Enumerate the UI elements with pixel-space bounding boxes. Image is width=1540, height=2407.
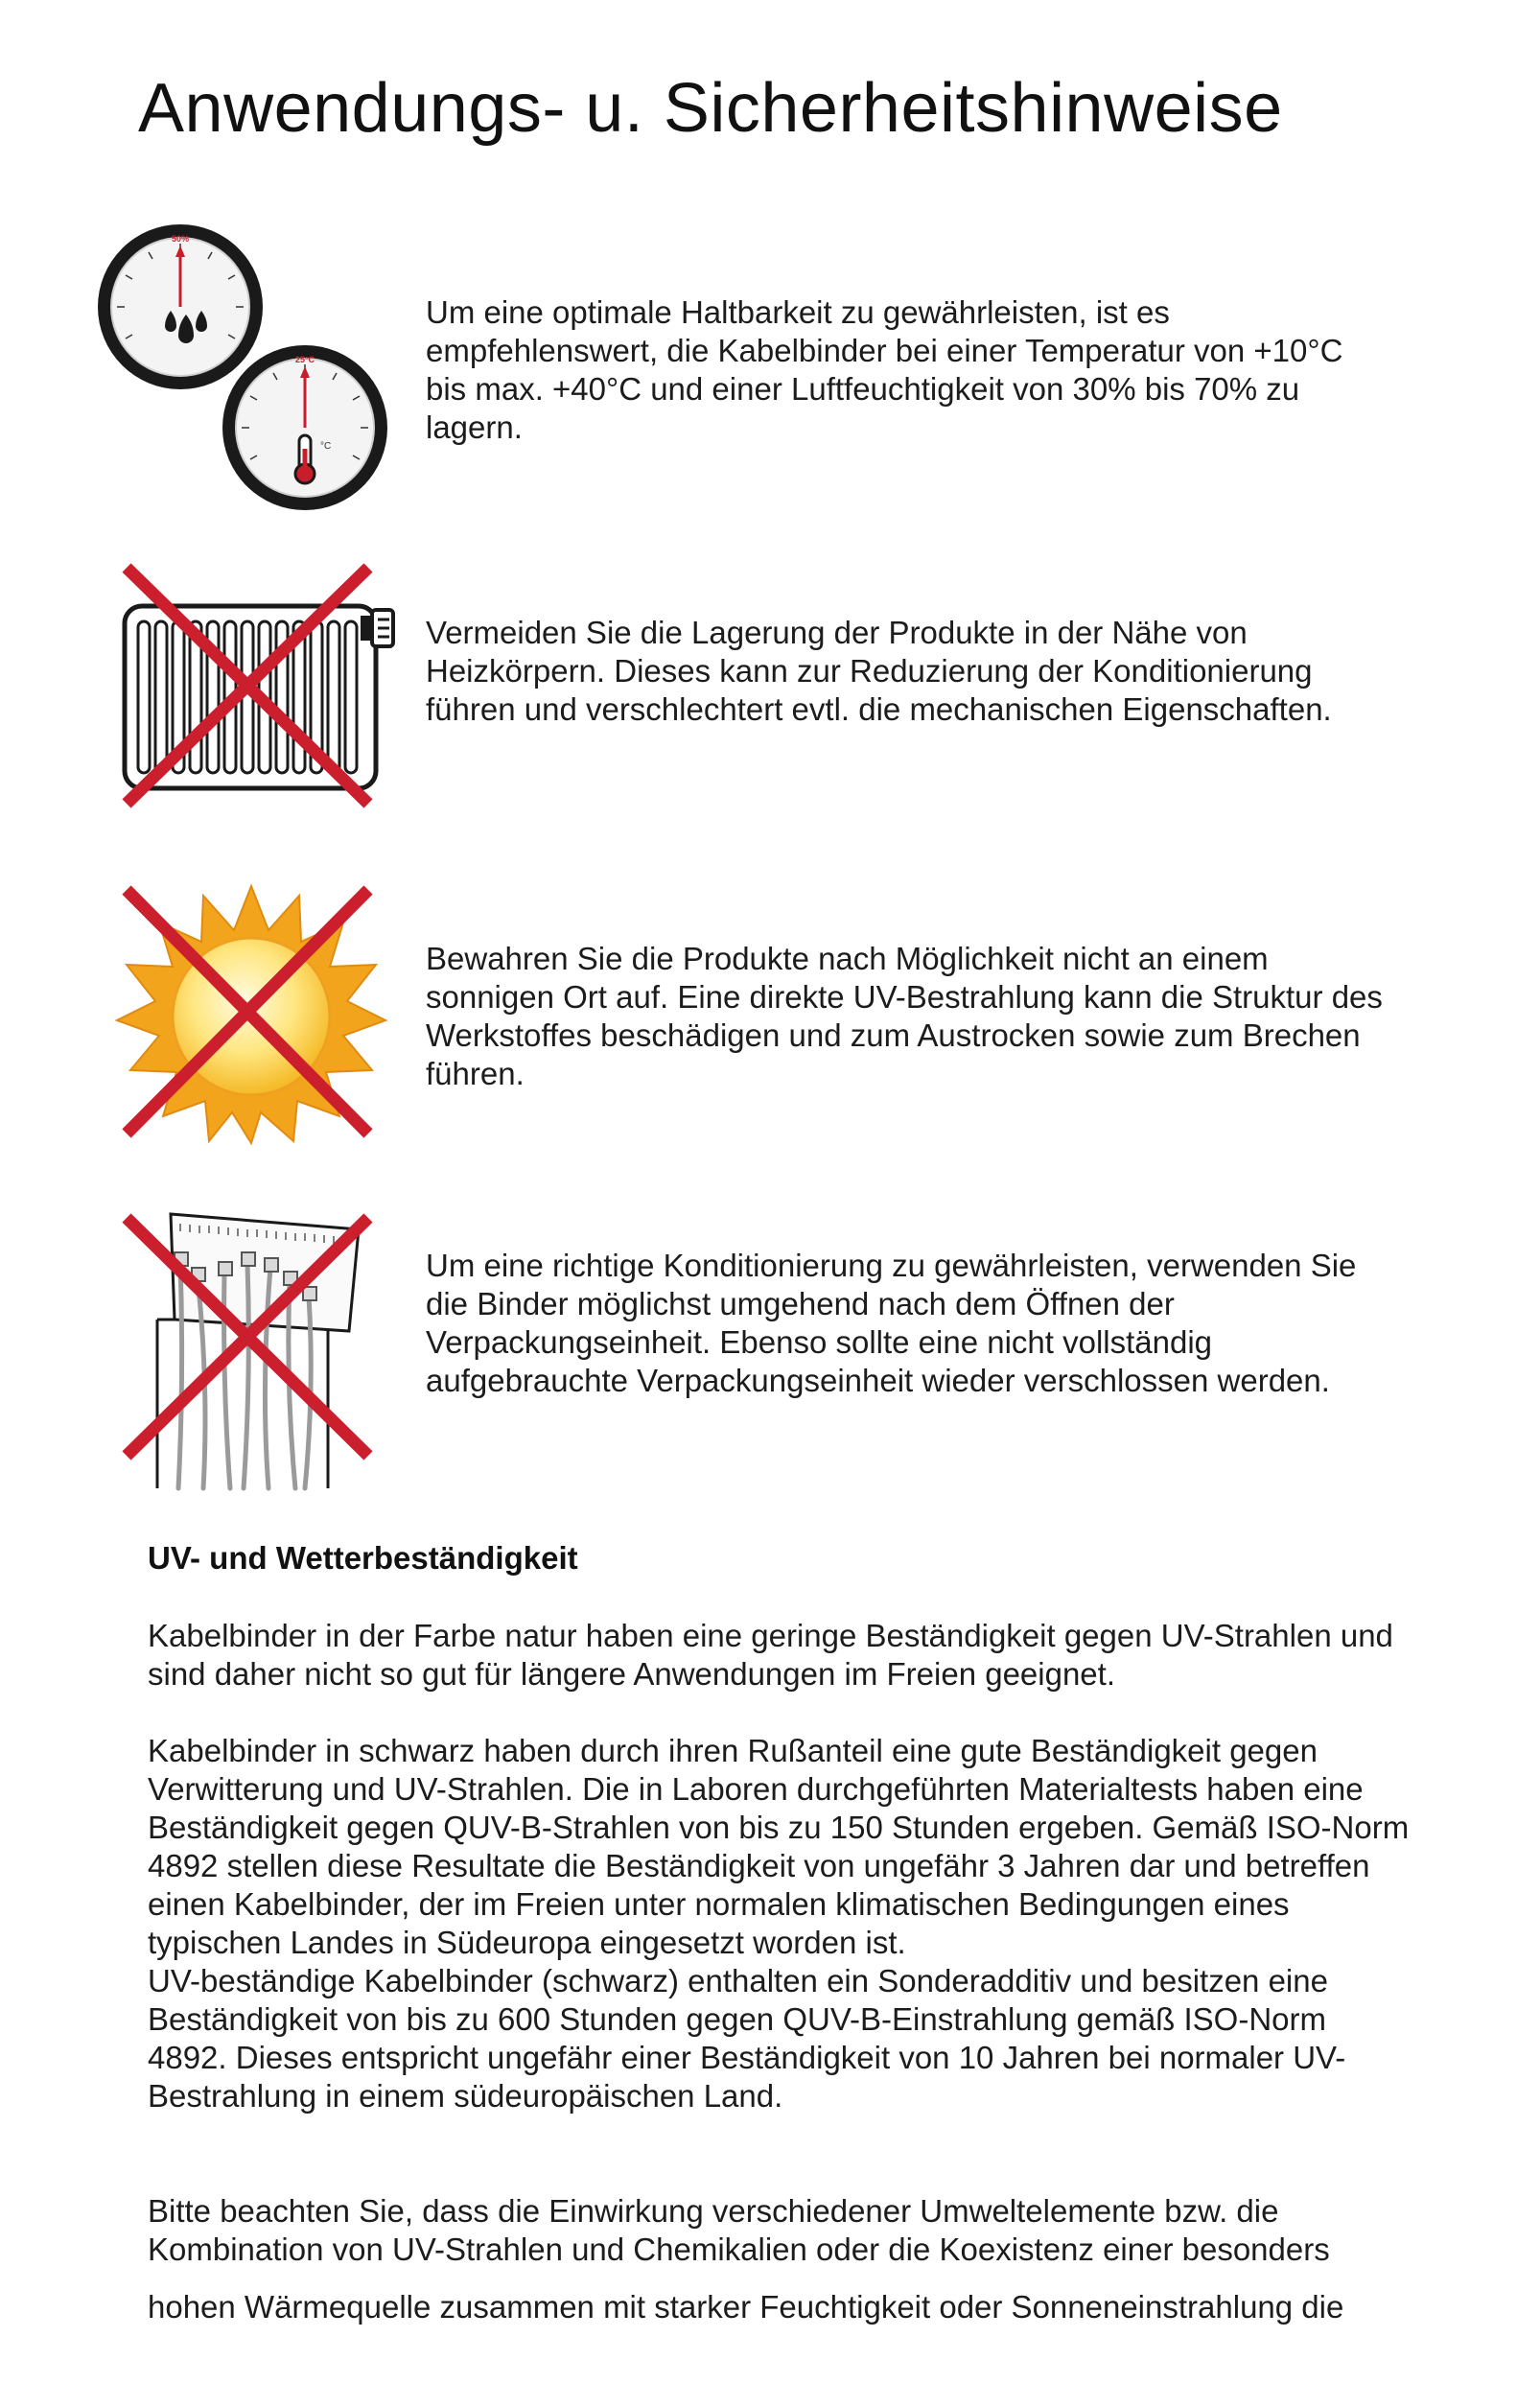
thermometer-icon: [295, 435, 315, 483]
uv-paragraph-uv-resistant: UV-beständige Kabelbinder (schwarz) enthalten ein Sonderadditiv und besitzen eine Beständigkeit von bis zu 600 Stunden gegen QUV-B-Einstrahlung gemäß ISO-Norm 4892. Dieses entspricht ungefähr einer Beständigkeit von 10 Jahren bei normaler UV-Bestrahlung in einem südeuropäischen Land.: [148, 1963, 1346, 2114]
sunlight-warning-text: Bewahren Sie die Produkte nach Möglichkeit nicht an einem sonnigen Ort auf. Eine direkte UV-Bestrahlung kann die Struktur des Werkstoffes beschädigen und zum Austrocken sowie zum Brechen führen.: [426, 941, 1383, 1091]
unit-celsius-label: °C: [320, 441, 332, 452]
storage-conditions-text: Um eine optimale Haltbarkeit zu gewährleisten, ist es empfehlenswert, die Kabelbinder bei einer Temperatur von +10°C bis max. +40°C und einer Luftfeuchtigkeit von 30% bis 70% zu lagern.: [426, 294, 1343, 445]
hygrometer-gauge: [98, 224, 263, 389]
hygrometer-label: 50%: [171, 234, 190, 244]
uv-section-heading: UV- und Wetterbeständigkeit: [148, 1540, 578, 1576]
uv-paragraph-notice-continued: hohen Wärmequelle zusammen mit starker Feuchtigkeit oder Sonneneinstrahlung die: [148, 2289, 1344, 2325]
radiator-crossed-icon: [117, 560, 395, 809]
sun-crossed-icon: [117, 882, 385, 1143]
thermometer-gauge: [222, 345, 387, 510]
packaging-advice-text: Um eine richtige Konditionierung zu gewährleisten, verwenden Sie die Binder möglichst umgehend nach dem Öffnen der Verpackungseinheit. Ebenso sollte eine nicht vollständig aufgebrauchte Verpackungseinheit wieder verschlossen werden.: [426, 1248, 1357, 1398]
radiator-warning-text: Vermeiden Sie die Lagerung der Produkte in der Nähe von Heizkörpern. Dieses kann zur Reduzierung der Konditionierung führen und verschlechtert evtl. die mechanischen Eigenschaften.: [426, 615, 1332, 727]
hygrometer-thermometer-icon: [96, 219, 393, 516]
thermometer-label: 25°C: [294, 355, 315, 364]
uv-paragraph-black: Kabelbinder in schwarz haben durch ihren Rußanteil eine gute Beständigkeit gegen Verwitterung und UV-Strahlen. Die in Laboren durchgeführten Materialtests haben eine Beständigkeit gegen QUV-B-Strahlen von bis zu 150 Stunden ergeben. Gemäß ISO-Norm 4892 stellen diese Resultate die Beständigkeit von ungefähr 3 Jahren dar und betreffen einen Kabelbinder, der im Freien unter normalen klimatischen Bedingungen eines typischen Landes in Südeuropa eingesetzt worden ist.: [148, 1733, 1410, 1960]
uv-paragraph-notice: Bitte beachten Sie, dass die Einwirkung verschiedener Umweltelemente bzw. die Kombination von UV-Strahlen und Chemikalien oder die Koexistenz einer besonders: [148, 2193, 1330, 2267]
uv-paragraph-natural: Kabelbinder in der Farbe natur haben eine geringe Beständigkeit gegen UV-Strahlen und sind daher nicht so gut für längere Anwendungen im Freien geeignet.: [148, 1618, 1393, 1692]
page-title: Anwendungs- u. Sicherheitshinweise: [138, 70, 1283, 147]
cut-off-text-line: [0, 2282, 1540, 2325]
cable-tie-bag-crossed-icon: [117, 1204, 395, 1492]
